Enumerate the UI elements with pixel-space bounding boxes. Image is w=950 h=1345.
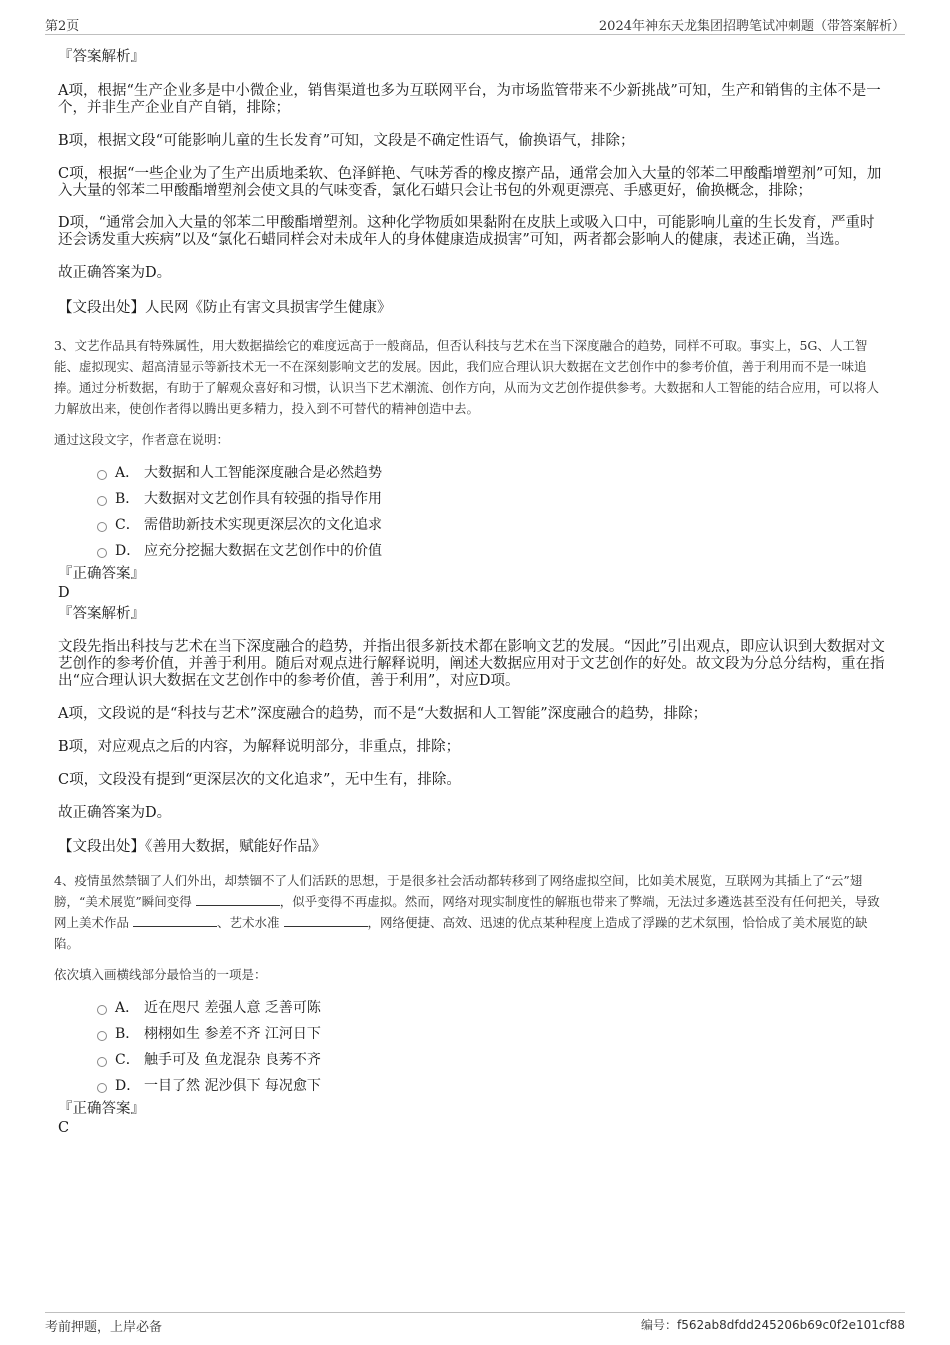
question-prompt: 通过这段文字，作者意在说明： <box>54 432 230 447</box>
fill-blank-3 <box>284 915 368 927</box>
page-content <box>54 46 888 1137</box>
document-title: 2024年神东天龙集团招聘笔试冲刺题（带答案解析） <box>598 19 905 34</box>
source: 【文段出处】人民网《防止有害文具损害学生健康》 <box>58 300 392 316</box>
radio-icon[interactable] <box>97 1031 107 1041</box>
options-list <box>58 997 888 1101</box>
analysis-b: B项，对应观点之后的内容，为解释说明部分，非重点，排除； <box>58 739 461 755</box>
analysis-a: A项，根据“生产企业多是中小微企业，销售渠道也多为互联网平台，为市场监管带来不少新挑战”可知，生产和销售的主体不是一个，并非生产企业自产自销，排除； <box>58 83 881 116</box>
page-number: 第2页 <box>45 19 80 34</box>
analysis-c: C项，文段没有提到“更深层次的文化追求”，无中生有，排除。 <box>58 772 461 788</box>
fill-blank-1 <box>196 894 280 906</box>
fill-blank-2 <box>133 915 217 927</box>
options-list <box>58 462 888 566</box>
answer-label: 『正确答案』 <box>58 566 145 582</box>
analysis-c: C项，根据“一些企业为了生产出质地柔软、色泽鲜艳、气味芳香的橡皮擦产品，通常会加入大量的邻苯二甲酸酯增塑剂”可知，加入大量的邻苯二甲酸酯增塑剂会使文具的气味变香，氯化石蜡只会让书包的外观更漂亮、手感更好，偷换概念，排除； <box>58 166 882 199</box>
question-prompt: 依次填入画横线部分最恰当的一项是： <box>54 967 267 982</box>
option-a[interactable]: A． 近在咫尺 差强人意 乏善可陈 <box>58 997 888 1023</box>
conclusion: 故正确答案为D。 <box>58 265 172 281</box>
analysis-b: B项，根据文段“可能影响儿童的生长发育”可知，文段是不确定性语气，偷换语气，排除； <box>58 133 635 149</box>
radio-icon[interactable] <box>97 470 107 480</box>
page-footer <box>45 1312 905 1335</box>
question-passage: 4、疫情虽然禁锢了人们外出，却禁锢不了人们活跃的思想，于是很多社会活动都转移到了网络虚拟空间，比如美术展览，互联网为其插上了“云”翅膀，“美术展览”瞬间变得 ，似乎变得不再虚拟。然而，网络对现实制度性的解瓶也带来了弊端，无法过多遴选甚至没有任何把关，导致网上美术作品 、艺术水准 ，网络便捷、高效、迅速的优点某种程度上造成了浮躁的艺术氛围，恰恰成了美术展览的缺陷。 <box>54 873 880 951</box>
radio-icon[interactable] <box>97 1005 107 1015</box>
radio-icon[interactable] <box>97 1057 107 1067</box>
option-b[interactable]: B． 栩栩如生 参差不齐 江河日下 <box>58 1023 888 1049</box>
question-passage: 3、文艺作品具有特殊属性，用大数据描绘它的难度远高于一般商品，但否认科技与艺术在当下深度融合的趋势，同样不可取。事实上，5G、人工智能、虚拟现实、超高清显示等新技术无一不在深刻影响文艺的发展。因此，我们应合理认识大数据在文艺创作中的参考价值，善于利用而不是一味追捧。通过分析数据，有助于了解观众喜好和习惯，认识当下艺术潮流、创作方向，从而为文艺创作提供参考。大数据和人工智能的结合应用，可以将人力解放出来，使创作者得以腾出更多精力，投入到不可替代的精神创造中去。 <box>54 338 880 416</box>
radio-icon[interactable] <box>97 496 107 506</box>
analysis-text: 文段先指出科技与艺术在当下深度融合的趋势，并指出很多新技术都在影响文艺的发展。“因此”引出观点，即应认识到大数据对文艺创作的参考价值，并善于利用。随后对观点进行解释说明，阐述大数据应用对于文艺创作的好处。故文段为分总分结构，重在指出“应合理认识大数据在文艺创作中的参考价值，善于利用”，对应D项。 <box>58 639 885 689</box>
page-header <box>45 12 905 35</box>
option-b[interactable]: B． 大数据对文艺创作具有较强的指导作用 <box>58 488 888 514</box>
document-code: 编号：f562ab8dfdd245206b69c0f2e101cf88 <box>641 1318 905 1332</box>
answer-value: D <box>58 585 70 601</box>
radio-icon[interactable] <box>97 522 107 532</box>
radio-icon[interactable] <box>97 548 107 558</box>
answer-label: 『正确答案』 <box>58 1101 145 1117</box>
option-d[interactable]: D． 一目了然 泥沙俱下 每况愈下 <box>58 1075 888 1101</box>
conclusion: 故正确答案为D。 <box>58 805 172 821</box>
analysis-label: 『答案解析』 <box>58 49 145 65</box>
option-c[interactable]: C． 触手可及 鱼龙混杂 良莠不齐 <box>58 1049 888 1075</box>
analysis-label: 『答案解析』 <box>58 606 145 622</box>
option-d[interactable]: D． 应充分挖掘大数据在文艺创作中的价值 <box>58 540 888 566</box>
source: 【文段出处】《善用大数据，赋能好作品》 <box>58 839 327 855</box>
radio-icon[interactable] <box>97 1083 107 1093</box>
analysis-a: A项，文段说的是“科技与艺术”深度融合的趋势，而不是“大数据和人工智能”深度融合的趋势，排除； <box>58 706 708 722</box>
answer-value: C <box>58 1120 70 1136</box>
option-a[interactable]: A． 大数据和人工智能深度融合是必然趋势 <box>58 462 888 488</box>
option-c[interactable]: C． 需借助新技术实现更深层次的文化追求 <box>58 514 888 540</box>
analysis-d: D项，“通常会加入大量的邻苯二甲酸酯增塑剂。这种化学物质如果黏附在皮肤上或吸入口中，可能影响儿童的生长发育，严重时还会诱发重大疾病”以及“氯化石蜡同样会对未成年人的身体健康造成损害”可知，两者都会影响人的健康，表述正确，当选。 <box>58 215 875 248</box>
footer-slogan: 考前押题，上岸必备 <box>45 1320 163 1335</box>
